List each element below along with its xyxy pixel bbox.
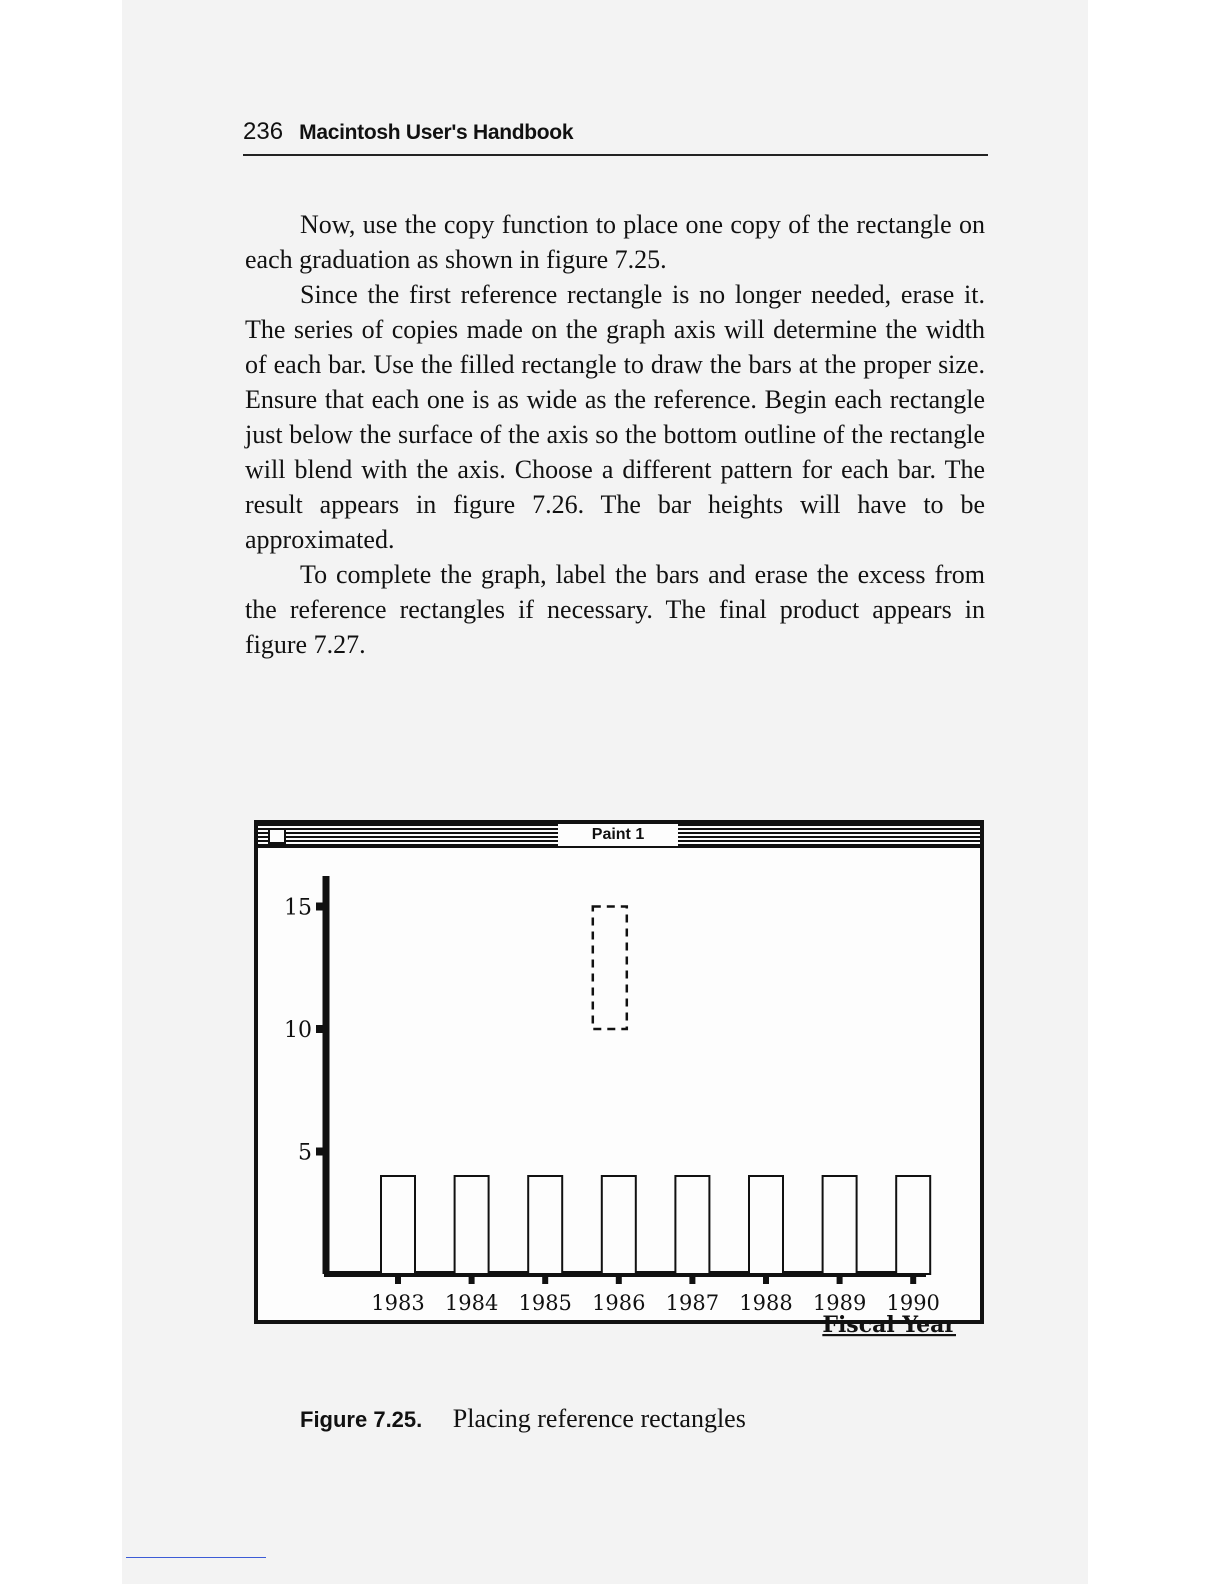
chart-canvas — [258, 848, 980, 1338]
x-tick — [763, 1276, 769, 1284]
bar-1985 — [528, 1176, 562, 1274]
reference-rectangle — [593, 907, 627, 1030]
figure-caption — [300, 1404, 746, 1434]
x-tick — [395, 1276, 401, 1284]
running-header — [243, 118, 988, 156]
paragraph: Since the first reference rectangle is no longer needed, erase it. The series of copies made on the graph axis will determine the width of each bar. Use the filled rectangle to draw the bars at the proper size. Ensure that each one is as wide as the reference. Begin each rectangle just below the surface of the axis so the bottom outline of the rectangle will blend with the axis. Choose a different pattern for each bar. The result appears in figure 7.26. The bar heights will have to be approximated. — [245, 280, 985, 554]
x-tick — [616, 1276, 622, 1284]
bar-1987 — [675, 1176, 709, 1274]
x-tick — [689, 1276, 695, 1284]
paint-window — [254, 820, 984, 1338]
x-tick-label: 1988 — [739, 1291, 793, 1315]
bar-1984 — [455, 1176, 489, 1274]
page-number: 236 — [243, 118, 284, 145]
paragraph: Now, use the copy function to place one copy of the rectangle on each graduation as shown in figure 7.25. — [245, 210, 985, 274]
x-tick — [469, 1276, 475, 1284]
x-tick-label: 1985 — [518, 1291, 572, 1315]
book-title: Macintosh User's Handbook — [299, 121, 574, 144]
y-tick-label: 15 — [284, 895, 312, 921]
x-tick-label: 1983 — [371, 1291, 425, 1315]
bar-1989 — [823, 1176, 857, 1274]
bar-1986 — [602, 1176, 636, 1274]
bar-1988 — [749, 1176, 783, 1274]
y-tick-label: 5 — [298, 1140, 312, 1166]
bar-1983 — [381, 1176, 415, 1274]
y-tick — [316, 1148, 324, 1156]
caption-text: Placing reference rectangles — [452, 1404, 746, 1433]
caption-number: Figure 7.25. — [300, 1407, 423, 1432]
y-tick — [316, 903, 324, 911]
x-tick — [910, 1276, 916, 1284]
bar-1990 — [896, 1176, 930, 1274]
paragraph: To complete the graph, label the bars and erase the excess from the reference rectangles if necessary. The final product appears in figure 7.27. — [245, 560, 985, 659]
x-tick-label: 1986 — [592, 1291, 646, 1315]
x-tick-label: 1984 — [444, 1291, 499, 1315]
x-tick-label: 1987 — [665, 1291, 720, 1315]
x-axis-label: Fiscal Year — [822, 1312, 956, 1338]
x-tick-label: 1989 — [812, 1291, 867, 1315]
y-tick-label: 10 — [284, 1018, 312, 1043]
x-tick-label: 1990 — [886, 1291, 940, 1315]
window-titlebar[interactable] — [258, 824, 980, 848]
body-text — [245, 207, 985, 662]
footnote-rule — [126, 1557, 266, 1558]
window-title: Paint 1 — [558, 824, 678, 846]
x-tick — [542, 1276, 548, 1284]
y-tick — [316, 1025, 324, 1033]
bar-chart — [258, 848, 980, 1338]
close-box-icon[interactable] — [268, 828, 286, 844]
x-tick — [837, 1276, 843, 1284]
